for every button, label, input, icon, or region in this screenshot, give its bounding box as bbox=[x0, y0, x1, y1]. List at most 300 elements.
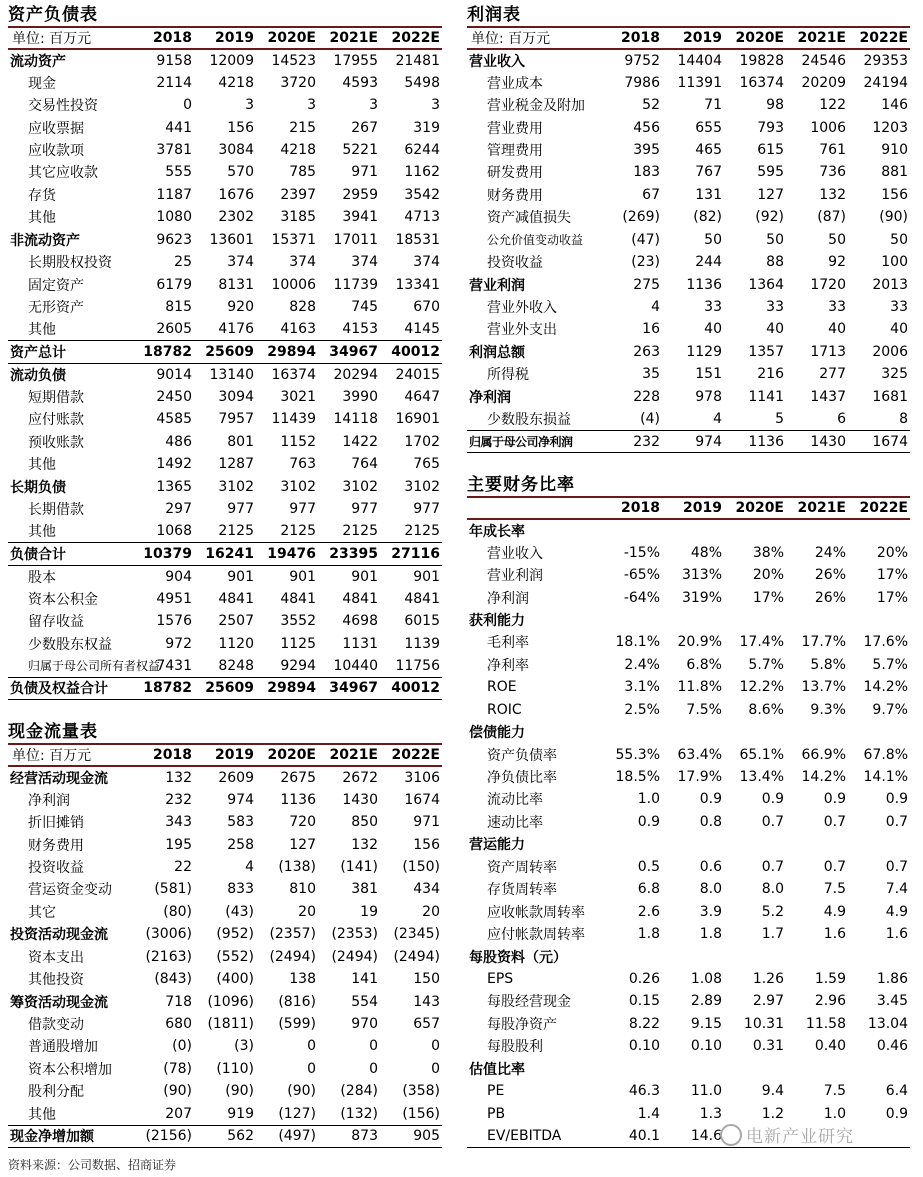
row-label: PB bbox=[487, 1105, 506, 1122]
cell-value: 0 bbox=[369, 1038, 378, 1055]
cell-value: 141 bbox=[351, 971, 378, 988]
cell-value: 595 bbox=[757, 164, 784, 181]
row-label: 年成长率 bbox=[469, 523, 525, 540]
cell-value: 381 bbox=[351, 881, 378, 898]
cell-value: 3.1% bbox=[624, 679, 660, 696]
cell-value: 66.9% bbox=[801, 746, 846, 763]
cell-value: 3102 bbox=[342, 478, 378, 495]
cell-value: 4 bbox=[245, 858, 254, 875]
cell-value: 18782 bbox=[132, 341, 194, 363]
table-row bbox=[467, 1035, 910, 1057]
row-label: 负债及权益合计 bbox=[8, 677, 132, 699]
cell-value: 972 bbox=[165, 635, 192, 652]
cell-value: 6.4 bbox=[885, 1083, 908, 1100]
cell-value: 50 bbox=[828, 231, 846, 248]
cell-value: 9752 bbox=[624, 52, 660, 69]
cell-value: 1430 bbox=[342, 791, 378, 808]
cell-value bbox=[848, 833, 910, 855]
year-header: 2022E bbox=[848, 497, 910, 519]
cell-value: 1125 bbox=[280, 635, 316, 652]
cell-value: 24015 bbox=[395, 366, 440, 383]
cashflow-panel bbox=[8, 721, 442, 1148]
row-label: 每股股利 bbox=[487, 1039, 543, 1056]
cell-value: 14.6 bbox=[662, 1125, 724, 1147]
cell-value: 67 bbox=[642, 186, 660, 203]
cell-value: 146 bbox=[881, 97, 908, 114]
cell-value: 132 bbox=[165, 769, 192, 786]
cell-value: (90) bbox=[163, 1083, 192, 1100]
year-header: 2018 bbox=[600, 497, 662, 519]
row-label: EPS bbox=[487, 970, 514, 987]
table-row bbox=[467, 945, 910, 967]
row-label: 其他投资 bbox=[28, 972, 84, 989]
cell-value: 1713 bbox=[810, 343, 846, 360]
cell-value: 1365 bbox=[156, 478, 192, 495]
cell-value: 555 bbox=[165, 164, 192, 181]
cell-value: 1674 bbox=[848, 430, 910, 452]
row-label: 其它 bbox=[28, 904, 56, 921]
cell-value: 2006 bbox=[872, 343, 908, 360]
cell-value: 71 bbox=[704, 97, 722, 114]
cell-value: 14.2% bbox=[863, 679, 908, 696]
row-label: 偿债能力 bbox=[469, 725, 525, 742]
year-header: 2019 bbox=[662, 27, 724, 49]
cell-value: 4713 bbox=[404, 209, 440, 226]
row-label: 股利分配 bbox=[28, 1084, 84, 1101]
row-label: 资本公积金 bbox=[28, 591, 98, 608]
cell-value: 50 bbox=[704, 231, 722, 248]
cell-value: 9.15 bbox=[690, 1015, 722, 1032]
table-row bbox=[8, 318, 442, 340]
cell-value: 1162 bbox=[404, 164, 440, 181]
cell-value: 7.4 bbox=[885, 881, 908, 898]
cell-value: 1702 bbox=[404, 433, 440, 450]
cell-value: 974 bbox=[227, 791, 254, 808]
cell-value: 615 bbox=[757, 141, 784, 158]
cell-value: 0.6 bbox=[699, 858, 722, 875]
row-label: 财务费用 bbox=[28, 837, 84, 854]
cell-value: 1006 bbox=[810, 119, 846, 136]
cell-value: (2345) bbox=[393, 926, 440, 943]
row-label: 营业外支出 bbox=[487, 322, 557, 339]
cell-value: 456 bbox=[633, 119, 660, 136]
row-label: 借款变动 bbox=[28, 1017, 84, 1034]
cell-value: 343 bbox=[165, 814, 192, 831]
table-row bbox=[467, 430, 910, 452]
cell-value: (43) bbox=[225, 903, 254, 920]
cell-value: (3006) bbox=[145, 926, 192, 943]
row-label: 其他 bbox=[28, 210, 56, 227]
cell-value: 92 bbox=[828, 254, 846, 271]
table-row bbox=[467, 1013, 910, 1035]
cell-value: 9.3% bbox=[810, 701, 846, 718]
cell-value bbox=[786, 721, 848, 743]
cell-value: 901 bbox=[289, 568, 316, 585]
cell-value: 0 bbox=[431, 1038, 440, 1055]
table-row bbox=[467, 116, 910, 138]
cell-value: 29353 bbox=[863, 52, 908, 69]
cell-value: 2450 bbox=[156, 388, 192, 405]
row-label: 管理费用 bbox=[487, 142, 543, 159]
cell-value: 127 bbox=[289, 836, 316, 853]
cell-value: 0.26 bbox=[628, 970, 660, 987]
table-row bbox=[8, 565, 442, 587]
cell-value: 319% bbox=[681, 589, 722, 606]
cell-value: 25609 bbox=[194, 677, 256, 699]
table-row bbox=[467, 586, 910, 608]
row-label: 筹资活动现金流 bbox=[10, 994, 108, 1011]
table-row bbox=[8, 386, 442, 408]
cell-value: 2125 bbox=[256, 520, 318, 542]
cell-value: 977 bbox=[289, 500, 316, 517]
cell-value bbox=[600, 721, 662, 743]
year-header: 2018 bbox=[132, 27, 194, 49]
cell-value bbox=[786, 609, 848, 631]
cell-value: 13341 bbox=[395, 276, 440, 293]
table-row bbox=[467, 184, 910, 206]
cell-value: (132) bbox=[318, 1103, 380, 1125]
cell-value: 18.5% bbox=[615, 769, 660, 786]
year-header: 2020E bbox=[256, 744, 318, 766]
cell-value: 18531 bbox=[395, 231, 440, 248]
cell-value: 14118 bbox=[333, 411, 378, 428]
cell-value: 9014 bbox=[156, 366, 192, 383]
row-label: ROIC bbox=[487, 701, 522, 718]
cell-value: 1.0 bbox=[823, 1105, 846, 1122]
row-label: 少数股东损益 bbox=[467, 408, 600, 430]
cell-value bbox=[662, 1058, 724, 1080]
table-row bbox=[8, 677, 442, 699]
cell-value bbox=[662, 945, 724, 967]
cell-value bbox=[600, 945, 662, 967]
row-label: 少数股东权益 bbox=[28, 636, 112, 653]
year-header: 2022E bbox=[380, 27, 442, 49]
cell-value: 977 bbox=[351, 500, 378, 517]
cell-value: 7.5% bbox=[686, 701, 722, 718]
cell-value: 720 bbox=[289, 814, 316, 831]
row-label: 营业利润 bbox=[487, 568, 543, 585]
cell-value: 974 bbox=[662, 430, 724, 452]
cell-value: 7.5 bbox=[823, 1083, 846, 1100]
cell-value: 4.9 bbox=[885, 903, 908, 920]
cell-value: 258 bbox=[227, 836, 254, 853]
cell-value: 1.0 bbox=[637, 791, 660, 808]
cell-value: 5.8% bbox=[810, 656, 846, 673]
row-label: 投资收益 bbox=[487, 255, 543, 272]
table-row bbox=[467, 631, 910, 653]
row-label: 现金净增加额 bbox=[8, 1125, 132, 1147]
table-row bbox=[8, 94, 442, 116]
cell-value bbox=[724, 609, 786, 631]
cell-value: 4 bbox=[651, 299, 660, 316]
cell-value: 4841 bbox=[280, 590, 316, 607]
cell-value: 3 bbox=[431, 97, 440, 114]
row-label: 长期股权投资 bbox=[28, 255, 112, 272]
cell-value: (92) bbox=[755, 209, 784, 226]
cell-value: 1681 bbox=[872, 388, 908, 405]
cell-value: 98 bbox=[766, 97, 784, 114]
row-label: 流动比率 bbox=[487, 792, 543, 809]
table-row bbox=[467, 968, 910, 990]
table-row bbox=[467, 699, 910, 721]
cell-value: 1674 bbox=[404, 791, 440, 808]
row-label: 净利率 bbox=[487, 657, 529, 674]
cell-value: (1811) bbox=[207, 1016, 254, 1033]
row-label: 每股经营现金 bbox=[487, 994, 571, 1011]
cell-value: 2114 bbox=[156, 74, 192, 91]
watermark-text: 电新产业研究 bbox=[746, 1127, 854, 1147]
cell-value: (156) bbox=[380, 1103, 442, 1125]
cell-value: 4698 bbox=[342, 613, 378, 630]
cell-value: 1.08 bbox=[690, 970, 722, 987]
row-label: 营业税金及附加 bbox=[487, 98, 585, 115]
row-label: 流动负债 bbox=[10, 367, 66, 384]
cell-value: 3720 bbox=[280, 74, 316, 91]
year-header: 2018 bbox=[132, 744, 194, 766]
cell-value: 6 bbox=[786, 408, 848, 430]
cell-value: 26% bbox=[814, 589, 846, 606]
cell-value: 1.86 bbox=[876, 970, 908, 987]
cell-value: 132 bbox=[819, 186, 846, 203]
row-label: 所得税 bbox=[487, 367, 529, 384]
cell-value: 4 bbox=[662, 408, 724, 430]
cell-value: 583 bbox=[227, 814, 254, 831]
cell-value: 17% bbox=[876, 589, 908, 606]
cell-value: 297 bbox=[165, 500, 192, 517]
table-row bbox=[8, 116, 442, 138]
cell-value: 24% bbox=[814, 544, 846, 561]
cell-value: 465 bbox=[695, 141, 722, 158]
cell-value: 1139 bbox=[404, 635, 440, 652]
cell-value: 562 bbox=[194, 1125, 256, 1147]
cell-value: 1576 bbox=[156, 613, 192, 630]
cell-value: 3 bbox=[307, 97, 316, 114]
cell-value: 20% bbox=[876, 544, 908, 561]
table-row bbox=[8, 946, 442, 968]
cell-value: 4951 bbox=[156, 590, 192, 607]
cell-value: (816) bbox=[278, 993, 316, 1010]
cell-value: 793 bbox=[757, 119, 784, 136]
cell-value: 881 bbox=[881, 164, 908, 181]
row-label: 折旧摊销 bbox=[28, 815, 84, 832]
table-row bbox=[467, 1058, 910, 1080]
cell-value: 13.7% bbox=[801, 679, 846, 696]
row-label: 毛利率 bbox=[487, 635, 529, 652]
cell-value: 1720 bbox=[810, 276, 846, 293]
header-row bbox=[8, 27, 442, 49]
cell-value: 873 bbox=[318, 1125, 380, 1147]
year-header: 2021E bbox=[318, 744, 380, 766]
cell-value: 7431 bbox=[132, 655, 194, 677]
cell-value: 16374 bbox=[271, 366, 316, 383]
row-label: 其他 bbox=[8, 1103, 132, 1125]
row-label: 经营活动现金流 bbox=[10, 770, 108, 787]
cell-value: 195 bbox=[165, 836, 192, 853]
cell-value: 11391 bbox=[677, 74, 722, 91]
ratios-title: 主要财务比率 bbox=[467, 475, 575, 495]
table-row bbox=[467, 94, 910, 116]
row-label: 营运资金变动 bbox=[28, 882, 112, 899]
cell-value: (552) bbox=[216, 948, 254, 965]
cell-value: (150) bbox=[402, 858, 440, 875]
table-row bbox=[467, 923, 910, 945]
cell-value: 14.1% bbox=[863, 769, 908, 786]
cell-value: 3185 bbox=[280, 209, 316, 226]
cell-value: (2357) bbox=[269, 926, 316, 943]
cell-value: 122 bbox=[819, 97, 846, 114]
table-row bbox=[8, 229, 442, 251]
unit-label: 单位: 百万元 bbox=[8, 27, 132, 49]
cell-value: (0) bbox=[172, 1038, 192, 1055]
table-row bbox=[8, 811, 442, 833]
cell-value: 1129 bbox=[686, 343, 722, 360]
cell-value: 1.6 bbox=[823, 926, 846, 943]
cell-value bbox=[724, 833, 786, 855]
cell-value: 767 bbox=[695, 164, 722, 181]
cell-value: 4153 bbox=[318, 318, 380, 340]
cell-value: 6179 bbox=[156, 276, 192, 293]
table-row bbox=[8, 632, 442, 654]
row-label: 净负债比率 bbox=[487, 770, 557, 787]
cell-value: 17% bbox=[752, 589, 784, 606]
cell-value: 0.9 bbox=[699, 791, 722, 808]
row-label: 其他 bbox=[8, 520, 132, 542]
cell-value: (2156) bbox=[132, 1125, 194, 1147]
row-label: 净利润 bbox=[28, 792, 70, 809]
table-row bbox=[467, 856, 910, 878]
cell-value bbox=[848, 1125, 910, 1147]
cell-value: 0 bbox=[183, 97, 192, 114]
cell-value bbox=[848, 1058, 910, 1080]
cell-value: 901 bbox=[351, 568, 378, 585]
row-label: 其他 bbox=[28, 457, 56, 474]
row-label: 获利能力 bbox=[469, 612, 525, 629]
table-row bbox=[467, 296, 910, 318]
cell-value: 20% bbox=[752, 567, 784, 584]
cell-value: 815 bbox=[165, 299, 192, 316]
table-row bbox=[8, 610, 442, 632]
cell-value: 17.7% bbox=[801, 634, 846, 651]
cell-value: -65% bbox=[623, 567, 660, 584]
cell-value: 11.8% bbox=[677, 679, 722, 696]
row-label: 归属于母公司所有者权益 bbox=[8, 655, 132, 677]
row-label: 应收票据 bbox=[28, 120, 84, 137]
cell-value: 48% bbox=[690, 544, 722, 561]
row-label: 资产周转率 bbox=[487, 859, 557, 876]
balance-sheet-table bbox=[8, 26, 442, 700]
cell-value: (1096) bbox=[207, 993, 254, 1010]
table-row bbox=[8, 520, 442, 542]
cell-value: 1.2 bbox=[761, 1105, 784, 1122]
cell-value: 1.26 bbox=[752, 970, 784, 987]
cell-value: 100 bbox=[881, 254, 908, 271]
cell-value: 40012 bbox=[380, 677, 442, 699]
cell-value: 901 bbox=[413, 568, 440, 585]
cell-value: (2494) bbox=[331, 948, 378, 965]
cell-value: 919 bbox=[194, 1103, 256, 1125]
cell-value: 23395 bbox=[318, 543, 380, 565]
cell-value: 156 bbox=[881, 186, 908, 203]
cell-value: 1287 bbox=[218, 456, 254, 473]
table-row bbox=[8, 1013, 442, 1035]
table-row bbox=[467, 49, 910, 71]
cell-value: 65.1% bbox=[739, 746, 784, 763]
table-row bbox=[467, 386, 910, 408]
row-label: 资产减值损失 bbox=[487, 210, 571, 227]
cell-value: (110) bbox=[216, 1060, 254, 1077]
year-header: 2019 bbox=[194, 744, 256, 766]
cell-value: 1676 bbox=[218, 186, 254, 203]
cell-value: 3021 bbox=[280, 388, 316, 405]
cell-value: 0 bbox=[369, 1060, 378, 1077]
unit-label bbox=[467, 497, 600, 519]
table-row bbox=[8, 788, 442, 810]
cell-value: 15371 bbox=[271, 231, 316, 248]
row-label: 每股净资产 bbox=[487, 1016, 557, 1033]
cell-value: 0.7 bbox=[823, 813, 846, 830]
table-row bbox=[8, 363, 442, 385]
cell-value: 2.5% bbox=[624, 701, 660, 718]
row-label: 营业收入 bbox=[487, 545, 543, 562]
table-row bbox=[8, 139, 442, 161]
cell-value: 905 bbox=[380, 1125, 442, 1147]
cell-value: 1.3 bbox=[699, 1105, 722, 1122]
cell-value: 8.22 bbox=[628, 1015, 660, 1032]
cell-value: 20 bbox=[298, 903, 316, 920]
cell-value: (2163) bbox=[145, 948, 192, 965]
cell-value: 2.6 bbox=[637, 903, 660, 920]
cell-value: 718 bbox=[165, 993, 192, 1010]
cell-value: 2013 bbox=[872, 276, 908, 293]
cell-value: 4176 bbox=[194, 318, 256, 340]
cell-value: 33 bbox=[828, 299, 846, 316]
cell-value: 2.97 bbox=[752, 993, 784, 1010]
cell-value: 977 bbox=[413, 500, 440, 517]
cell-value: (87) bbox=[817, 209, 846, 226]
cell-value: 910 bbox=[881, 141, 908, 158]
table-row bbox=[467, 318, 910, 340]
cell-value bbox=[724, 945, 786, 967]
cell-value: 0.46 bbox=[876, 1038, 908, 1055]
table-row bbox=[8, 655, 442, 677]
table-row bbox=[467, 251, 910, 273]
wechat-icon bbox=[720, 1124, 742, 1146]
cell-value: 3552 bbox=[280, 613, 316, 630]
cell-value: (581) bbox=[154, 881, 192, 898]
cell-value bbox=[848, 721, 910, 743]
table-row bbox=[8, 296, 442, 318]
cell-value: 1203 bbox=[872, 119, 908, 136]
cell-value: 4218 bbox=[218, 74, 254, 91]
row-label: 估值比率 bbox=[469, 1061, 525, 1078]
cell-value: 127 bbox=[757, 186, 784, 203]
cell-value: 657 bbox=[413, 1016, 440, 1033]
cell-value: 20.9% bbox=[677, 634, 722, 651]
cell-value: 26% bbox=[814, 567, 846, 584]
cell-value: 14404 bbox=[677, 52, 722, 69]
cell-value: 3102 bbox=[218, 478, 254, 495]
cell-value: 131 bbox=[695, 186, 722, 203]
row-label: 应收款项 bbox=[28, 142, 84, 159]
unit-label: 单位: 百万元 bbox=[8, 744, 132, 766]
row-label: 营业成本 bbox=[487, 75, 543, 92]
row-label: 流动资产 bbox=[10, 53, 66, 70]
table-row bbox=[467, 743, 910, 765]
cell-value: 16374 bbox=[739, 74, 784, 91]
row-label: 其它应收款 bbox=[28, 165, 98, 182]
cell-value bbox=[786, 833, 848, 855]
ratios-panel bbox=[467, 474, 910, 1148]
